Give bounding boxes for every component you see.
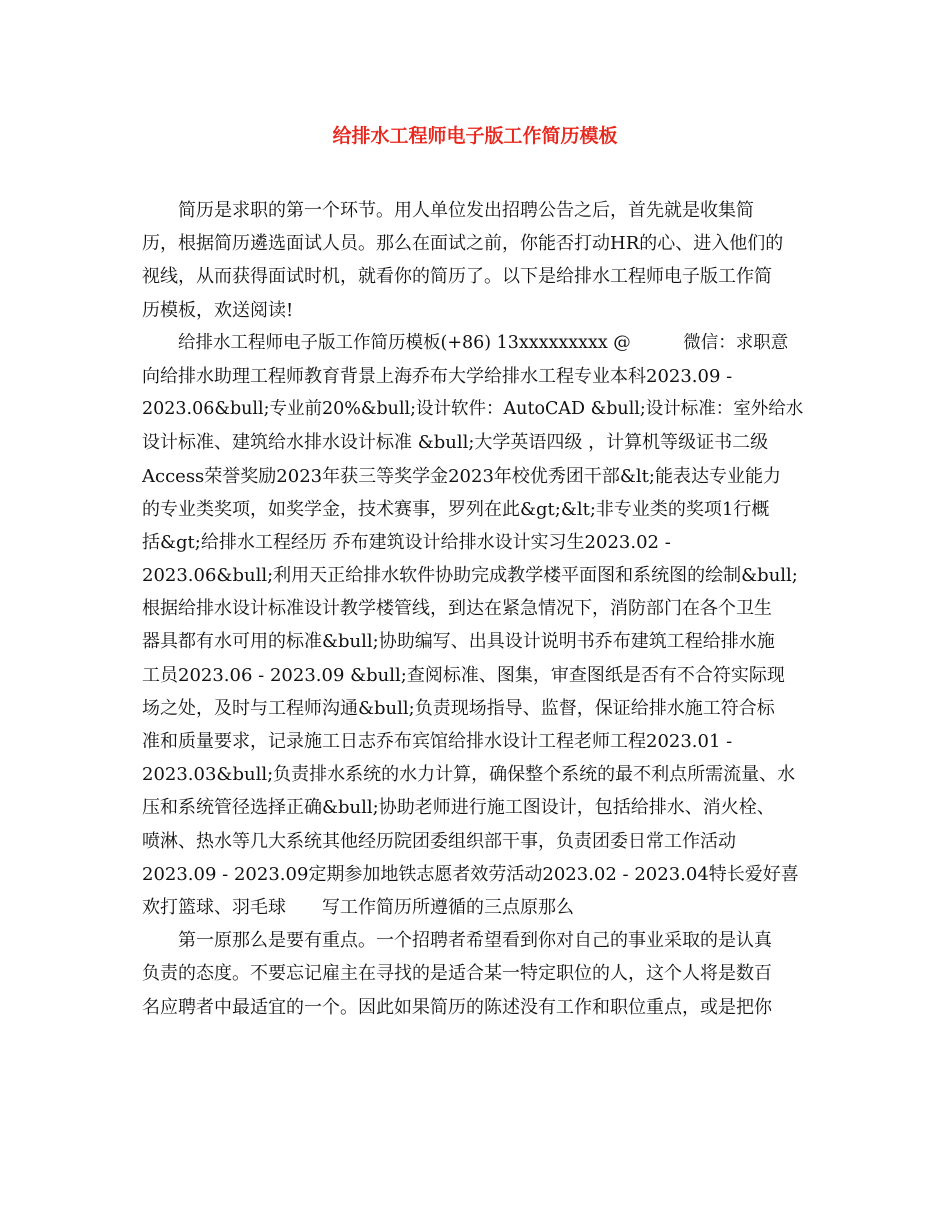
document-body	[142, 194, 804, 1024]
paragraph-line: 名应聘者中最适宜的一个。因此如果简历的陈述没有工作和职位重点，或是把你	[142, 996, 772, 1018]
paragraph-line: 历，根据简历遴选面试人员。那么在面试之前，你能否打动HR的心、进入他们的	[142, 233, 784, 255]
paragraph-line: 根据给排水设计标准设计教学楼管线，到达在紧急情况下，消防部门在各个卫生	[142, 598, 772, 620]
paragraph-line: 2023.06&bull;专业前20%&bull;设计软件：AutoCAD &bull;设计标准：室外给水	[142, 399, 804, 420]
document-title: 给排水工程师电子版工作简历模板	[332, 125, 618, 147]
paragraph-line: 工员2023.06 - 2023.09 &bull;查阅标准、图集，审查图纸是否有不合符实际现	[142, 664, 785, 686]
paragraph-line: 视线，从而获得面试时机，就看你的简历了。以下是给排水工程师电子版工作简	[142, 266, 772, 288]
paragraph-line: 简历是求职的第一个环节。用人单位发出招聘公告之后，首先就是收集简	[178, 200, 754, 221]
paragraph-line: 给排水工程师电子版工作简历模板(+86) 13xxxxxxxxx @ 微信：求职意	[178, 332, 789, 353]
paragraph-line: 2023.09 - 2023.09定期参加地铁志愿者效劳活动2023.02 - 2023.04特长爱好喜	[142, 863, 799, 885]
paragraph-line: 场之处，及时与工程师沟通&bull;负责现场指导、监督，保证给排水施工符合标	[142, 697, 775, 719]
paragraph-line: 欢打篮球、羽毛球 写工作简历所遵循的三点原那么	[142, 896, 574, 918]
paragraph-line: 准和质量要求，记录施工日志乔布宾馆给排水设计工程老师工程2023.01 -	[142, 731, 733, 752]
paragraph-line: 2023.03&bull;负责排水系统的水力计算，确保整个系统的最不利点所需流量、水	[142, 764, 796, 786]
paragraph-line: 向给排水助理工程师教育背景上海乔布大学给排水工程专业本科2023.09 -	[142, 365, 733, 387]
paragraph-line: 负责的态度。不要忘记雇主在寻找的是适合某一特定职位的人，这个人将是数百	[142, 963, 772, 985]
paragraph-line: 器具都有水可用的标准&bull;协助编写、出具设计说明书乔布建筑工程给排水施	[142, 631, 775, 653]
paragraph-line: 2023.06&bull;利用天正给排水软件协助完成教学楼平面图和系统图的绘制&bull;	[142, 565, 798, 587]
paragraph-line: Access荣誉奖励2023年获三等奖学金2023年校优秀团干部&lt;能表达专业能力	[142, 465, 781, 487]
paragraph-line: 括&gt;给排水工程经历 乔布建筑设计给排水设计实习生2023.02 -	[142, 531, 671, 553]
paragraph-line: 历模板，欢送阅读!	[142, 299, 294, 321]
paragraph-line: 喷淋、热水等几大系统其他经历院团委组织部干事，负责团委日常工作活动	[142, 830, 736, 852]
paragraph-line: 的专业类奖项，如奖学金，技术赛事，罗列在此&gt;&lt;非专业类的奖项1行概	[142, 498, 770, 520]
paragraph-line: 设计标准、建筑给水排水设计标准 &bull;大学英语四级 ，计算机等级证书二级	[142, 432, 769, 454]
paragraph-line: 第一原那么是要有重点。一个招聘者希望看到你对自己的事业采取的是认真	[178, 930, 772, 952]
paragraph-line: 压和系统管径选择正确&bull;协助老师进行施工图设计，包括给排水、消火栓、	[142, 797, 775, 819]
